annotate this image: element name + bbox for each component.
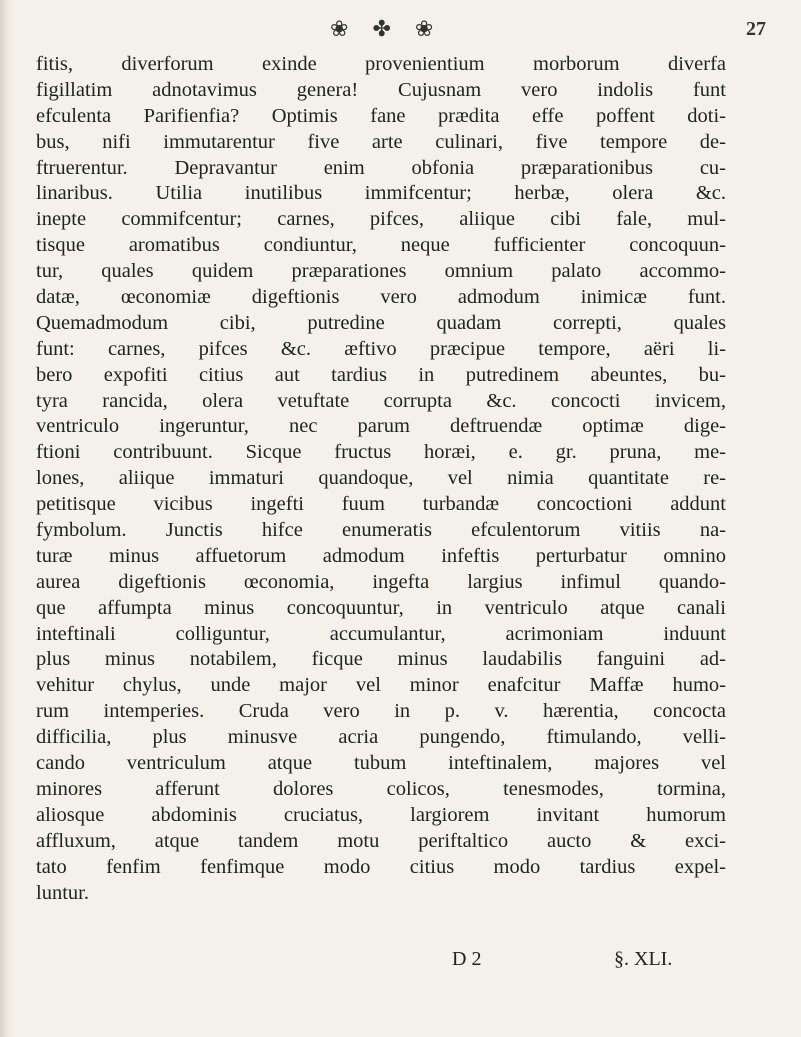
text-line: tur, quales quidem præparationes omnium palato accommo- — [36, 260, 726, 283]
text-line: aurea digeftionis œconomia, ingefta largius infimul quando- — [36, 570, 726, 593]
page-number: 27 — [746, 18, 766, 40]
text-line: ftioni contribuunt. Sicque fructus horæi, e. gr. pruna, me- — [36, 441, 726, 464]
text-line: petitisque vicibus ingefti fuum turbandæ concoctioni addunt — [36, 493, 726, 516]
text-line: lones, aliique immaturi quandoque, vel nimia quantitate re- — [36, 467, 726, 490]
text-line: inteftinali colliguntur, accumulantur, acrimoniam induunt — [36, 622, 726, 645]
text-line: tisque aromatibus condiuntur, neque fufficienter concoquun- — [36, 234, 726, 257]
page-binding-edge — [0, 0, 14, 1037]
body-paragraph — [36, 52, 726, 906]
catchword-section: §. XLI. — [614, 948, 673, 970]
page-header — [0, 14, 801, 48]
text-line: tyra rancida, olera vetuftate corrupta &c. concocti invicem, — [36, 389, 726, 412]
text-line: ventriculo ingeruntur, nec parum deftruendæ optimæ dige- — [36, 415, 726, 438]
text-line: tato fenfim fenfimque modo citius modo tardius expel- — [36, 855, 726, 878]
cross-ornament-icon: ✤ — [372, 16, 393, 41]
text-line: difficilia, plus minusve acria pungendo, ftimulando, velli- — [36, 726, 726, 749]
text-line: datæ, œconomiæ digeftionis vero admodum inimicæ funt. — [36, 286, 726, 309]
text-line: plus minus notabilem, ficque minus laudabilis fanguini ad- — [36, 648, 726, 671]
text-line: vehitur chylus, unde major vel minor enafcitur Maffæ humo- — [36, 674, 726, 697]
text-line: linaribus. Utilia inutilibus immifcentur; herbæ, olera &c. — [36, 182, 726, 205]
text-line: ftruerentur. Depravantur enim obfonia præparationibus cu- — [36, 156, 726, 179]
text-line: inepte commifcentur; carnes, pifces, aliique cibi fale, mul- — [36, 208, 726, 231]
text-line: que affumpta minus concoquuntur, in ventriculo atque canali — [36, 596, 726, 619]
text-line: minores afferunt dolores colicos, tenesmodes, tormina, — [36, 777, 726, 800]
flower-ornament-icon: ❀ — [330, 16, 351, 41]
text-line: Quemadmodum cibi, putredine quadam correpti, quales — [36, 311, 726, 334]
text-line-final: luntur. — [36, 881, 89, 904]
text-line: affluxum, atque tandem motu periftaltico aucto & exci- — [36, 829, 726, 852]
text-line: efculenta Parifienfia? Optimis fane prædita effe poffent doti- — [36, 104, 726, 127]
text-line: fymbolum. Junctis hifce enumeratis efculentorum vitiis na- — [36, 519, 726, 542]
text-line: aliosque abdominis cruciatus, largiorem invitant humorum — [36, 803, 726, 826]
text-line: bus, nifi immutarentur five arte culinari, five tempore de- — [36, 130, 726, 153]
text-line: rum intemperies. Cruda vero in p. v. hærentia, concocta — [36, 700, 726, 723]
text-line: cando ventriculum atque tubum inteftinalem, majores vel — [36, 752, 726, 775]
flower-ornament-icon: ❀ — [414, 16, 436, 41]
text-line: turæ minus affuetorum admodum infeftis perturbatur omnino — [36, 544, 726, 567]
page-footer — [0, 948, 801, 978]
text-line: bero expofiti citius aut tardius in putredinem abeuntes, bu- — [36, 363, 726, 386]
text-line: funt: carnes, pifces &c. æftivo præcipue tempore, aëri li- — [36, 337, 726, 360]
text-line: figillatim adnotavimus genera! Cujusnam vero indolis funt — [36, 78, 726, 101]
text-line: fitis, diverforum exinde provenientium morborum diverfa — [36, 53, 726, 75]
header-ornaments — [330, 16, 435, 42]
signature-mark: D 2 — [452, 948, 482, 970]
